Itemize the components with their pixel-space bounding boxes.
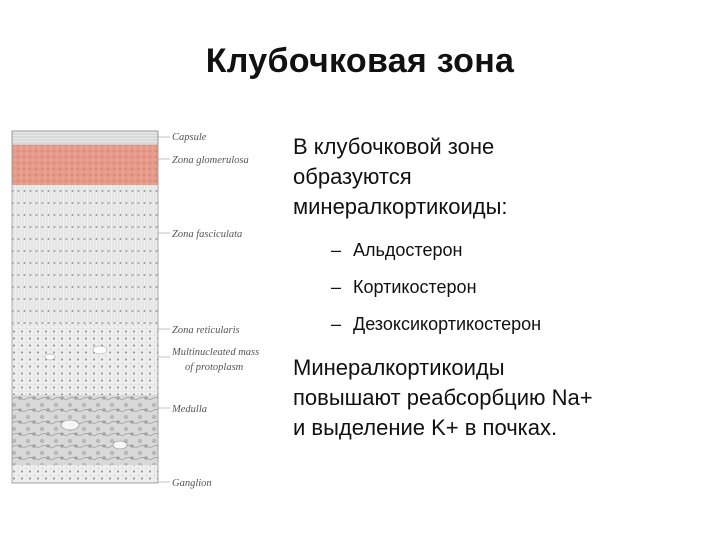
adrenal-cortex-figure xyxy=(10,125,295,500)
glomerulosa-layer xyxy=(12,145,158,185)
intro-line: В клубочковой зоне xyxy=(293,134,495,159)
label-ganglion: Ganglion xyxy=(172,478,212,489)
label-zona-reticularis: Zona reticularis xyxy=(172,325,240,336)
bullet-dash: – xyxy=(331,314,342,334)
intro-line: образуются xyxy=(293,164,412,189)
label-of-protoplasm: of protoplasm xyxy=(185,362,244,373)
conclusion-line: Минералкортикоиды xyxy=(293,355,505,380)
conclusion-line: повышают реабсорбцию Na+ xyxy=(293,385,593,410)
medulla-layer xyxy=(12,395,158,465)
conclusion-line: и выделение K+ в почках. xyxy=(293,415,558,440)
conclusion-text xyxy=(293,353,713,443)
list-item xyxy=(293,269,713,306)
label-multinucleated-mass: Multinucleated mass xyxy=(172,347,260,358)
intro-line: минералкортикоиды: xyxy=(293,194,508,219)
protoplasm-layer xyxy=(12,365,158,395)
label-zona-fasciculata: Zona fasciculata xyxy=(172,229,243,240)
intro-text xyxy=(293,132,713,222)
adrenal-cortex-illustration xyxy=(10,125,295,500)
fasciculata-layer xyxy=(12,185,158,325)
bullet-dash: – xyxy=(331,240,342,260)
list-item-text: Дезоксикортикостерон xyxy=(353,314,542,334)
label-zona-glomerulosa: Zona glomerulosa xyxy=(172,155,249,166)
reticularis-layer xyxy=(12,325,158,365)
list-item-text: Кортикостерон xyxy=(353,277,477,297)
list-item xyxy=(293,232,713,269)
list-item-text: Альдостерон xyxy=(353,240,463,260)
slide-title: Клубочковая зона xyxy=(205,42,515,80)
label-capsule: Capsule xyxy=(172,132,207,143)
bullet-dash: – xyxy=(331,277,342,297)
label-medulla: Medulla xyxy=(172,404,207,415)
hormone-list xyxy=(293,232,713,343)
slide-content xyxy=(293,132,713,443)
list-item xyxy=(293,306,713,343)
